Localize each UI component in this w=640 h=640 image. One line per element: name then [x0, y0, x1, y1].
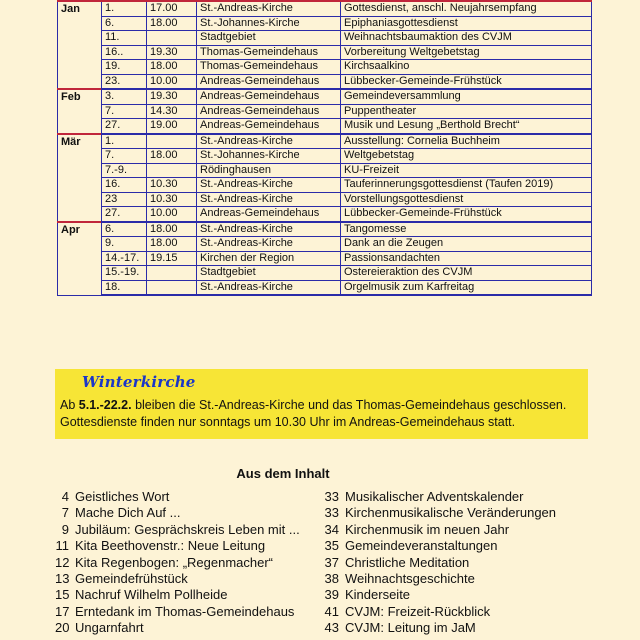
- schedule-row: [58, 104, 592, 119]
- event-event: Passionsandachten: [341, 251, 592, 266]
- toc-page-number: 12: [55, 554, 70, 570]
- toc-item: [55, 522, 300, 538]
- winterkirche-line1-rest: bleiben die St.-Andreas-Kirche und das Thomas-Gemeindehaus geschlossen.: [131, 398, 567, 412]
- toc-title: Kinderseite: [345, 587, 411, 603]
- toc-item: [55, 571, 300, 587]
- toc-right-column: [324, 489, 556, 637]
- month-label: Mär: [58, 134, 102, 222]
- event-time: [147, 134, 197, 149]
- event-time: 18.00: [147, 60, 197, 75]
- toc-title: Ungarnfahrt: [75, 620, 144, 636]
- schedule-row: [58, 134, 592, 149]
- toc-title: Kita Regenbogen: „Regenmacher“: [75, 554, 274, 570]
- winterkirche-box: [55, 369, 588, 439]
- schedule-body: [58, 1, 592, 295]
- event-date: 3.: [102, 89, 147, 104]
- schedule-row: [58, 74, 592, 89]
- toc-left-column: [55, 489, 300, 637]
- toc-page-number: 35: [324, 538, 339, 554]
- event-event: Musik und Lesung „Berthold Brecht“: [341, 119, 592, 134]
- toc-title: Christliche Meditation: [345, 554, 470, 570]
- toc-page-number: 9: [61, 521, 69, 537]
- toc-heading: Aus dem Inhalt: [236, 466, 330, 481]
- event-date: 14.-17.: [102, 251, 147, 266]
- toc-item: [55, 505, 300, 521]
- event-place: Andreas-Gemeindehaus: [197, 104, 341, 119]
- event-date: 16..: [102, 45, 147, 60]
- toc-item: [55, 489, 300, 505]
- event-place: Kirchen der Region: [197, 251, 341, 266]
- event-place: Andreas-Gemeindehaus: [197, 89, 341, 104]
- toc-page-number: 4: [61, 489, 69, 504]
- event-date: 6.: [102, 222, 147, 237]
- event-date: 15.-19.: [102, 266, 147, 281]
- toc-title: Gemeindeveranstaltungen: [345, 538, 498, 554]
- toc-page-number: 11: [55, 538, 69, 554]
- event-schedule-table: [57, 0, 592, 296]
- event-event: Kirchsaalkino: [341, 60, 592, 75]
- event-time: 18.00: [147, 16, 197, 31]
- schedule-row: [58, 31, 592, 46]
- toc-title: Kirchenmusik im neuen Jahr: [345, 521, 510, 537]
- event-time: 17.00: [147, 1, 197, 16]
- schedule-row: [58, 119, 592, 134]
- toc-item: [55, 604, 300, 620]
- toc-title: CVJM: Leitung im JaM: [345, 620, 476, 636]
- event-time: 14.30: [147, 104, 197, 119]
- toc-page-number: 38: [324, 570, 339, 586]
- event-place: St.-Andreas-Kirche: [197, 222, 341, 237]
- event-time: [147, 163, 197, 178]
- event-place: St.-Johannes-Kirche: [197, 149, 341, 164]
- toc-page-number: 13: [55, 570, 70, 586]
- schedule-row: [58, 89, 592, 104]
- schedule-row: [58, 251, 592, 266]
- event-event: Gemeindeversammlung: [341, 89, 592, 104]
- toc-page-number: 37: [324, 554, 339, 570]
- schedule-row: [58, 1, 592, 16]
- winterkirche-dates: 5.1.-22.2.: [78, 398, 132, 412]
- event-time: 10.30: [147, 192, 197, 207]
- toc-page-number: 7: [61, 505, 69, 521]
- event-time: [147, 266, 197, 281]
- event-place: St.-Andreas-Kirche: [197, 192, 341, 207]
- toc-item: [55, 587, 300, 603]
- schedule-row: [58, 222, 592, 237]
- event-event: Tangomesse: [341, 222, 592, 237]
- event-date: 9.: [102, 237, 147, 252]
- toc-page-number: 39: [324, 587, 339, 603]
- event-event: Gottesdienst, anschl. Neujahrsempfang: [341, 1, 592, 16]
- toc-item: [324, 555, 556, 571]
- toc-title: Musikalischer Adventskalender: [345, 489, 524, 504]
- event-place: Andreas-Gemeindehaus: [197, 207, 341, 222]
- toc-page-number: 15: [55, 587, 70, 603]
- event-event: Orgelmusik zum Karfreitag: [341, 280, 592, 295]
- schedule-row: [58, 266, 592, 281]
- event-event: Lübbecker-Gemeinde-Frühstück: [341, 74, 592, 89]
- schedule-row: [58, 237, 592, 252]
- winterkirche-line-1: [60, 398, 566, 412]
- toc-item: [324, 505, 556, 521]
- event-date: 1.: [102, 134, 147, 149]
- toc-page-number: 43: [324, 620, 339, 636]
- schedule-row: [58, 280, 592, 295]
- schedule-row: [58, 163, 592, 178]
- toc-title: Jubiläum: Gesprächskreis Leben mit ...: [75, 521, 300, 537]
- event-date: 6.: [102, 16, 147, 31]
- event-event: Weltgebetstag: [341, 149, 592, 164]
- event-time: 10.00: [147, 74, 197, 89]
- toc-title: Mache Dich Auf ...: [75, 505, 181, 521]
- toc-item: [324, 522, 556, 538]
- toc-title: Weihnachtsgeschichte: [345, 570, 475, 586]
- event-place: St.-Andreas-Kirche: [197, 178, 341, 193]
- toc-title: Geistliches Wort: [75, 489, 170, 504]
- toc-item: [55, 538, 300, 554]
- toc-page-number: 20: [55, 620, 70, 636]
- event-date: 19.: [102, 60, 147, 75]
- event-event: Weihnachtsbaumaktion des CVJM: [341, 31, 592, 46]
- month-label: Apr: [58, 222, 102, 296]
- toc-item: [324, 620, 556, 636]
- winterkirche-title: Winterkirche: [82, 373, 196, 391]
- event-date: 16.: [102, 178, 147, 193]
- event-event: Vorstellungsgottesdienst: [341, 192, 592, 207]
- event-event: Lübbecker-Gemeinde-Frühstück: [341, 207, 592, 222]
- event-event: Ostereieraktion des CVJM: [341, 266, 592, 281]
- toc-title: Nachruf Wilhelm Pollheide: [75, 587, 228, 603]
- toc-title: Gemeindefrühstück: [75, 570, 188, 586]
- toc-item: [55, 555, 300, 571]
- schedule-row: [58, 178, 592, 193]
- winterkirche-line1-prefix: Ab: [60, 398, 79, 412]
- event-time: 18.00: [147, 222, 197, 237]
- schedule-row: [58, 192, 592, 207]
- event-place: Thomas-Gemeindehaus: [197, 45, 341, 60]
- event-date: 27.: [102, 119, 147, 134]
- toc-item: [324, 489, 556, 505]
- month-label: Feb: [58, 89, 102, 134]
- event-event: Ausstellung: Cornelia Buchheim: [341, 134, 592, 149]
- event-event: Vorbereitung Weltgebetstag: [341, 45, 592, 60]
- event-date: 27.: [102, 207, 147, 222]
- toc-page-number: 33: [324, 505, 339, 521]
- event-date: 7.: [102, 104, 147, 119]
- event-time: 18.00: [147, 237, 197, 252]
- event-date: 7.-9.: [102, 163, 147, 178]
- event-time: 10.30: [147, 178, 197, 193]
- event-event: Epiphaniasgottesdienst: [341, 16, 592, 31]
- event-date: 1.: [102, 1, 147, 16]
- event-time: 10.00: [147, 207, 197, 222]
- toc-item: [55, 620, 300, 636]
- winterkirche-line-2: Gottesdienste finden nur sonntags um 10.30 Uhr im Andreas-Gemeindehaus statt.: [60, 415, 516, 429]
- schedule-row: [58, 149, 592, 164]
- event-event: Tauferinnerungsgottesdienst (Taufen 2019): [341, 178, 592, 193]
- event-time: [147, 31, 197, 46]
- schedule-row: [58, 16, 592, 31]
- event-place: Andreas-Gemeindehaus: [197, 74, 341, 89]
- toc-item: [324, 587, 556, 603]
- toc-title: Erntedank im Thomas-Gemeindehaus: [75, 603, 295, 619]
- event-place: Thomas-Gemeindehaus: [197, 60, 341, 75]
- event-time: 19.30: [147, 89, 197, 104]
- event-place: St.-Andreas-Kirche: [197, 1, 341, 16]
- toc-page-number: 33: [324, 489, 339, 504]
- month-label: Jan: [58, 1, 102, 89]
- toc-item: [324, 571, 556, 587]
- schedule-row: [58, 45, 592, 60]
- event-event: KU-Freizeit: [341, 163, 592, 178]
- event-time: 19.30: [147, 45, 197, 60]
- event-time: 18.00: [147, 149, 197, 164]
- schedule-row: [58, 60, 592, 75]
- toc-item: [324, 604, 556, 620]
- toc-page-number: 17: [55, 603, 70, 619]
- toc-page-number: 34: [324, 521, 339, 537]
- toc-title: CVJM: Freizeit-Rückblick: [345, 603, 491, 619]
- event-place: St.-Andreas-Kirche: [197, 237, 341, 252]
- event-date: 18.: [102, 280, 147, 295]
- event-place: St.-Johannes-Kirche: [197, 16, 341, 31]
- event-time: [147, 280, 197, 295]
- toc-title: Kita Beethovenstr.: Neue Leitung: [75, 538, 266, 554]
- event-time: 19.00: [147, 119, 197, 134]
- toc-item: [324, 538, 556, 554]
- event-place: St.-Andreas-Kirche: [197, 134, 341, 149]
- event-place: Stadtgebiet: [197, 31, 341, 46]
- toc-title: Kirchenmusikalische Veränderungen: [345, 505, 557, 521]
- event-time: 19.15: [147, 251, 197, 266]
- event-place: Rödinghausen: [197, 163, 341, 178]
- event-event: Dank an die Zeugen: [341, 237, 592, 252]
- event-place: St.-Andreas-Kirche: [197, 280, 341, 295]
- event-date: 23: [102, 192, 147, 207]
- toc-page-number: 41: [324, 603, 339, 619]
- event-date: 23.: [102, 74, 147, 89]
- event-place: Stadtgebiet: [197, 266, 341, 281]
- event-date: 11.: [102, 31, 147, 46]
- event-event: Puppentheater: [341, 104, 592, 119]
- schedule-row: [58, 207, 592, 222]
- event-place: Andreas-Gemeindehaus: [197, 119, 341, 134]
- event-date: 7.: [102, 149, 147, 164]
